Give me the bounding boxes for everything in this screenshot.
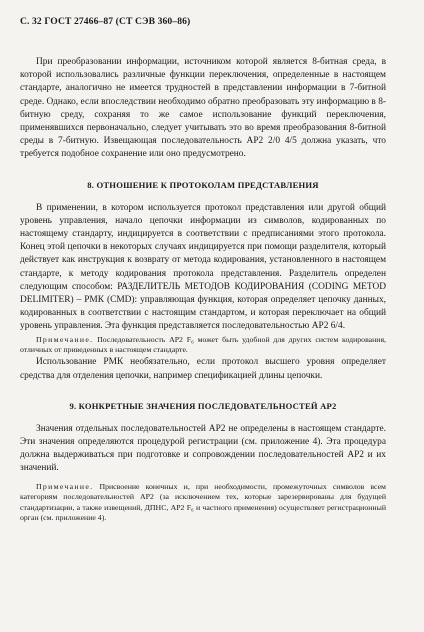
note-text: Присвоение конечных и, при необходимости, промежуточных символов всем категориям последовательностей АР2 (за исключением тех, которые зарезервированы для будущей стандартизации, а также извещений, ДПНС, АР2 F₆ и частного применения) осуществляет регистрационный орган (см. приложение 4). xyxy=(20,481,386,522)
paragraph-cmd-optional: Использование РМК необязательно, если протокол высшего уровня определяет средства для отделения цепочки, например спецификацией длины цепочки. xyxy=(20,357,386,381)
page-header: С. 32 ГОСТ 27466–87 (СТ СЭВ 360–86) xyxy=(20,16,191,27)
note-2 xyxy=(20,482,386,524)
paragraph-conversion: При преобразовании информации, источником которой является 8-битная среда, в которой использовались различные функции переключения, определенные в настоящем стандарте, аналогично не имеется трудностей в представлении информации в 7-битной среде. Однако, если впоследствии необходимо обратно преобразовать эту информацию в 8-битную среду, сохраняя то же самое использование функций переключения, применявшихся первоначально, следует учитывать это во время преобразования 8-битной среды в 7-битную. Извещающая последовательность АР2 2/0 4/5 должна указать, что требуется подобное сохранение или оно предусмотрено. xyxy=(20,57,387,160)
section-heading-9: 9. КОНКРЕТНЫЕ ЗНАЧЕНИЯ ПОСЛЕДОВАТЕЛЬНОСТЕЙ АР2 xyxy=(69,400,337,411)
note-label: Примечание. xyxy=(36,481,94,491)
note-label: Примечание. xyxy=(36,334,94,344)
page-content xyxy=(20,56,386,524)
paragraph-presentation-protocol: В применении, в котором используется протокол представления или другой общий уровень управления, начало цепочки информации из символов, кодированных по настоящему стандарту, индицируется в соответствии с предписаниями этого протокола. Конец этой цепочки в некоторых случаях индицируется при помощи разделителя, который действует как инструкция к возврату от метода кодирования, установленного в настоящем стандарте, к методу кодирования протокола представления. Разделитель определен следующим способом: РАЗДЕЛИТЕЛЬ МЕТОДОВ КОДИРОВАНИЯ (CODING METOD DELIMITER) – РМК (CMD): управляющая функция, которая определяет цепочку данных, кодированных в соответствии с настоящим стандартом, и которая переключает на общий уровень управления. Эта функция представляется последовательностью АР2 6/4. xyxy=(20,202,386,332)
paragraph-ap2-values: Значения отдельных последовательностей АР2 не определены в настоящем стандарте. Эти значения определяются процедурой регистрации (см. приложение 4). Эта процедура должна выдерживаться при подготовке и сопровождении последовательностей АР2 и их значений. xyxy=(20,423,386,474)
section-heading-8: 8. ОТНОШЕНИЕ К ПРОТОКОЛАМ ПРЕДСТАВЛЕНИЯ xyxy=(87,179,319,190)
note-text: Последовательность АР2 F₆ может быть удобной для других систем кодирования, отличных от приведенных в настоящем стандарте. xyxy=(20,334,386,355)
note-1 xyxy=(20,335,386,356)
